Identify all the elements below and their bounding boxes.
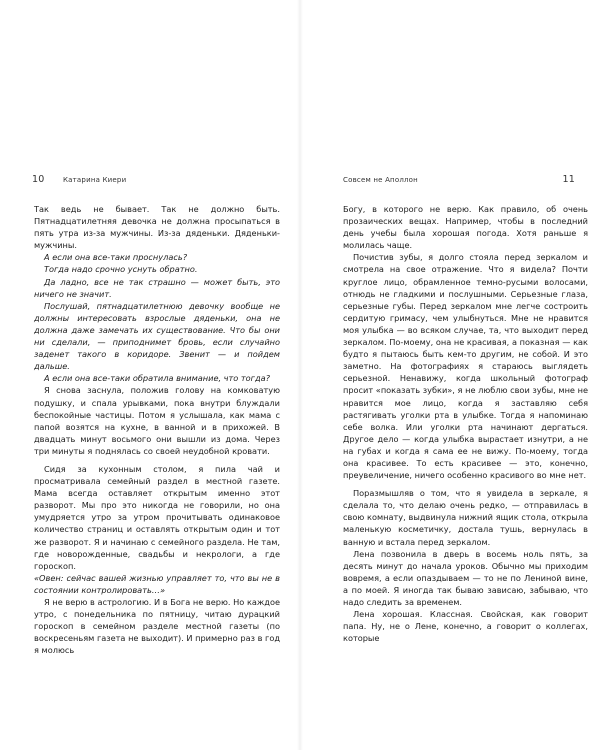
paragraph: Так ведь не бывает. Так не должно быть. Пятнадцатилетняя девочка не должна просыпаться в пять утра из-за мужчины. Из-за дяденьки. Дяденьки-мужчины.	[34, 204, 280, 251]
left-page-header	[25, 176, 280, 190]
paragraph: Я не верю в астрологию. И в Бога не верю. Но каждое утро, с понедельника по пятницу, читаю дурацкий гороскоп в семейном разделе местной газеты (по воскресеньям газета не выходит). И примерно раз в год я молюсь	[34, 597, 280, 656]
paragraph: Почистив зубы, я долго стояла перед зеркалом и смотрела на свое отражение. Что я видела? Почти круглое лицо, обрамленное темно-русыми волосами, отнюдь не гладкими и послушными. Серьезные глаза, серьезные губы. Перед зеркалом мне легче состроить сердитую гримасу, чем улыбнуться. Мне не нравится моя улыбка — во всяком случае, та, что выходит перед зеркалом. По-моему, она не красивая, а показная — как будто я пытаюсь быть кем-то другим, не собой. И это заметно. На фотографиях я стараюсь выглядеть серьезной. Ненавижу, когда школьный фотограф просит «показать зубки», я не люблю свои зубы, мне не нравится мое лицо, когда я заставляю себя растягивать уголки рта в улыбке. Тогда я напоминаю себе волка. Или уголки рта начинают дергаться. Другое дело — когда улыбка вырастает изнутри, а не на губах и когда я сама ее не вижу. По-моему, тогда она красивее. То есть красивее — это, конечно, преувеличение, ничего особенно красивого во мне нет.	[343, 252, 588, 481]
paragraph: А если она все-таки обратила внимание, что тогда?	[44, 373, 271, 384]
left-page-body	[34, 203, 280, 656]
paragraph: Я снова заснула, положив голову на комковатую подушку, и спала урывками, пока внутри блуждали беспокойные частицы. Потом я услышала, как мама с папой возятся на кухне, в ванной и в прихожей. В двадцать минут восьмого они вышли из дома. Через три минуты я поднялась со своей неудобной кровати.	[34, 385, 280, 456]
right-page	[300, 0, 600, 750]
right-running-head: Совсем не Аполлон	[343, 176, 418, 184]
paragraph: Послушай, пятнадцатилетнюю девочку вообще не должны интересовать взрослые дяденьки, она не должна даже замечать их существование. Что бы они ни сделали, — приподнимет бровь, если случайно заденет такого в коридоре. Звенит — и пойдем дальше.	[34, 300, 280, 372]
left-page-number: 10	[32, 174, 45, 185]
right-page-header	[343, 176, 575, 190]
paragraph: Богу, в которого не верю. Как правило, об очень прозаических вещах. Например, чтобы в последний день учебы была хорошая погода. Хотя раньше я молилась чаще.	[343, 204, 588, 251]
paragraph: Сидя за кухонным столом, я пила чай и просматривала семейный раздел в местной газете. Мама всегда оставляет открытым именно этот разворот. Мы про это никогда не говорили, но она умудряется утро за утром прочитывать одинаковое количество страниц и оставлять открытым один и тот же разворот. Я и начинаю с семейного раздела. Не там, где новорожденные, свадьбы и некрологи, а где гороскоп.	[34, 463, 280, 571]
paragraph: Лена позвонила в дверь в восемь ноль пять, за десять минут до начала уроков. Обычно мы приходим вовремя, а если опаздываем — то не по Лениной вине, а по моей. Я иногда так бываю зависаю, забываю, что надо следить за временем.	[343, 548, 588, 607]
right-page-number: 11	[562, 174, 575, 185]
paragraph: Лена хорошая. Классная. Свойская, как говорит папа. Ну, не о Лене, конечно, а говорит о коллегах, которые	[343, 609, 588, 644]
paragraph: Поразмышляв о том, что я увидела в зеркале, я сделала то, что делаю очень редко, — отправилась в свою комнату, выдвинула нижний ящик стола, открыла маленькую косметичку, достала тушь, вернулась в ванную и встала перед зеркалом.	[343, 488, 588, 547]
left-running-head: Катарина Киери	[63, 176, 127, 184]
paragraph: Да ладно, все не так страшно — может быть, это ничего не значит.	[34, 276, 280, 299]
paragraph: А если она все-таки проснулась?	[44, 252, 188, 263]
paragraph: «Овен: сейчас вашей жизнью управляет то, что вы не в состоянии контролировать…»	[34, 572, 280, 595]
paragraph: Тогда надо срочно уснуть обратно.	[44, 264, 198, 275]
right-page-body	[343, 203, 588, 644]
